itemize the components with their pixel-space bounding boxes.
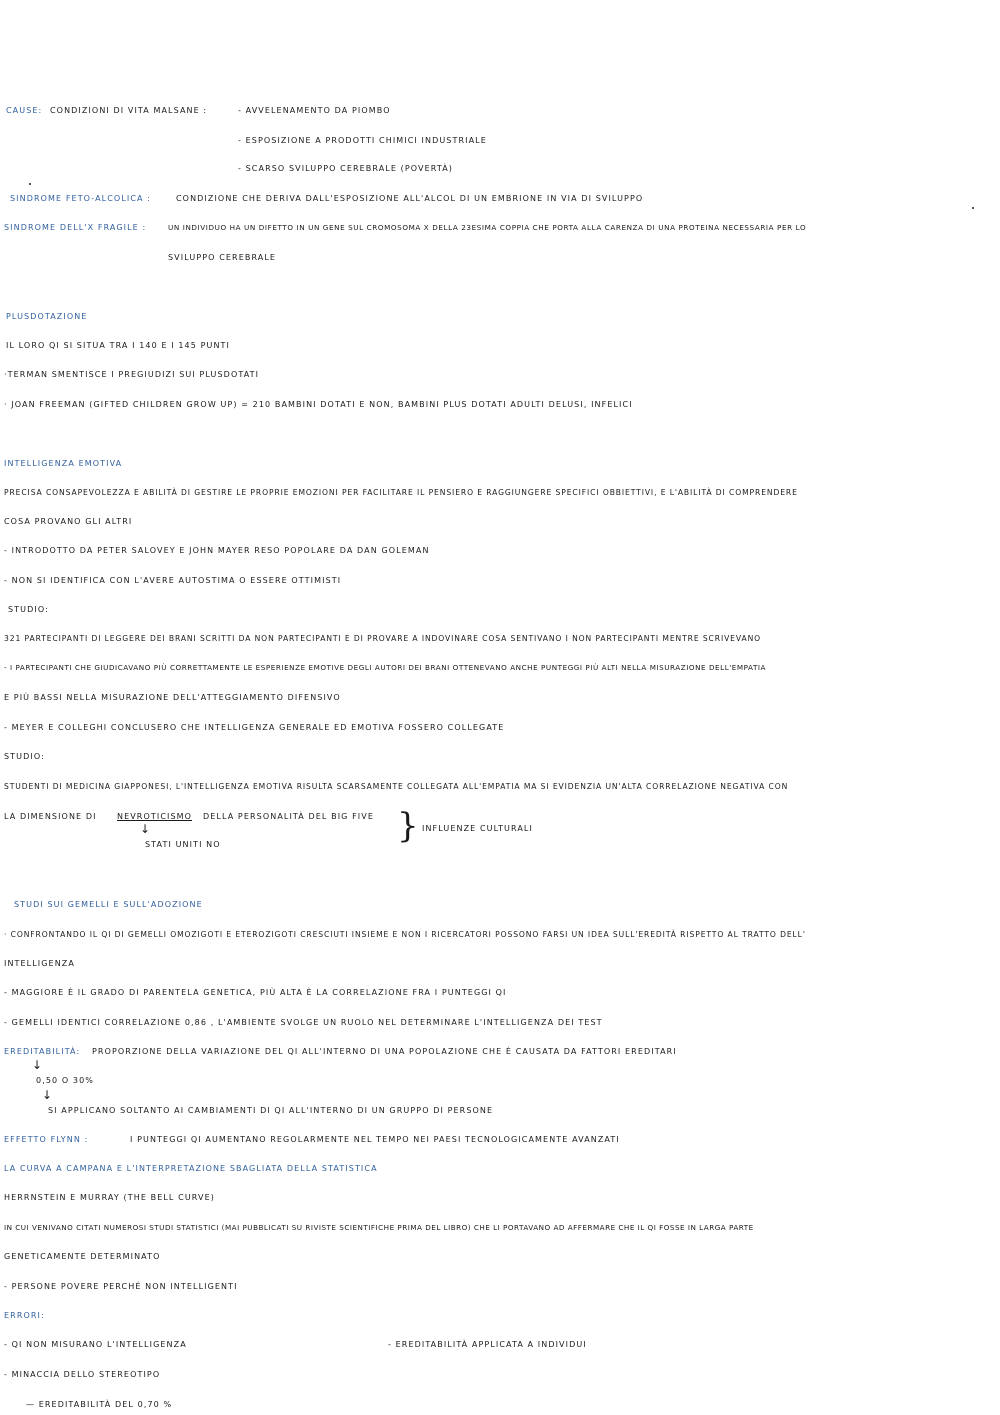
note-line: - MEYER E COLLEGHI CONCLUSERO CHE INTELLIGENZA GENERALE ED EMOTIVA FOSSERO COLLEGATE [4, 723, 505, 732]
note-line: - PERSONE POVERE PERCHÉ NON INTELLIGENTI [4, 1282, 238, 1291]
note-line: - INTRODOTTO DA PETER SALOVEY E JOHN MAYER RESO POPOLARE DA DAN GOLEMAN [4, 546, 430, 555]
note-line: INFLUENZE CULTURALI [422, 824, 533, 833]
section-heading: INTELLIGENZA EMOTIVA [4, 459, 123, 468]
sfa-text: CONDIZIONE CHE DERIVA DALL'ESPOSIZIONE ALL'ALCOL DI UN EMBRIONE IN VIA DI SVILUPPO [176, 194, 644, 203]
cause-item: - SCARSO SVILUPPO CEREBRALE (POVERTÀ) [238, 164, 454, 173]
note-line: - MAGGIORE È IL GRADO DI PARENTELA GENETICA, PIÙ ALTA È LA CORRELAZIONE FRA I PUNTEGGI QI [4, 988, 507, 997]
brace-icon: } [397, 806, 419, 846]
note-line: · CONFRONTANDO IL QI DI GEMELLI OMOZIGOTI E ETEROZIGOTI CRESCIUTI INSIEME E NON I RICERCATORI POSSONO FARSI UN IDEA SULL'EREDITÀ RISPETTO AL TRATTO DELL' [4, 930, 806, 939]
note-line: - NON SI IDENTIFICA CON L'AVERE AUTOSTIMA O ESSERE OTTIMISTI [4, 576, 342, 585]
note-line: LA DIMENSIONE DI [4, 812, 97, 821]
arrow-down-icon: ↓ [140, 822, 151, 836]
note-line: PRECISA CONSAPEVOLEZZA E ABILITÀ DI GESTIRE LE PROPRIE EMOZIONI PER FACILITARE IL PENSIERO E RAGGIUNGERE SPECIFICI OBBIETTIVI, E L'ABILITÀ DI COMPRENDERE [4, 488, 798, 497]
note-line: STUDENTI DI MEDICINA GIAPPONESI, L'INTELLIGENZA EMOTIVA RISULTA SCARSAMENTE COLLEGATA ALL'EMPATIA MA SI EVIDENZIA UN'ALTA CORRELAZIONE NEGATIVA CON [4, 782, 789, 791]
note-line: SI APPLICANO SOLTANTO AI CAMBIAMENTI DI QI ALL'INTERNO DI UN GRUPPO DI PERSONE [48, 1106, 494, 1115]
arrow-down-icon: ↓ [32, 1058, 43, 1072]
section-heading: PLUSDOTAZIONE [6, 312, 88, 321]
note-line: - GEMELLI IDENTICI CORRELAZIONE 0,86 , L'AMBIENTE SVOLGE UN RUOLO NEL DETERMINARE L'INTELLIGENZA DEI TEST [4, 1018, 603, 1027]
note-line: STATI UNITI NO [145, 840, 221, 849]
note-line: 321 PARTECIPANTI DI LEGGERE DEI BRANI SCRITTI DA NON PARTECIPANTI E DI PROVARE A INDOVINARE COSA SENTIVANO I NON PARTECIPANTI MENTRE SCRIVEVANO [4, 634, 762, 643]
note-line: INTELLIGENZA [4, 959, 75, 968]
term-heading: EREDITABILITÀ: [4, 1047, 81, 1056]
sxf-text: UN INDIVIDUO HA UN DIFETTO IN UN GENE SUL CROMOSOMA X DELLA 23ESIMA COPPIA CHE PORTA ALLA CARENZA DI UNA PROTEINA NECESSARIA PER LO [168, 223, 807, 232]
underlined-term: NEVROTICISMO [117, 812, 193, 821]
note-line: PROPORZIONE DELLA VARIAZIONE DEL QI ALL'INTERNO DI UNA POPOLAZIONE CHE È CAUSATA DA FATTORI EREDITARI [92, 1047, 677, 1056]
ink-dot [29, 183, 31, 185]
note-line: - QI NON MISURANO L'INTELLIGENZA [4, 1340, 187, 1349]
study-label: STUDIO: [4, 752, 45, 761]
note-line: 0,50 O 30% [36, 1076, 94, 1085]
note-line: - EREDITABILITÀ APPLICATA A INDIVIDUI [388, 1340, 587, 1349]
note-line: IN CUI VENIVANO CITATI NUMEROSI STUDI STATISTICI (MAI PUBBLICATI SU RIVISTE SCIENTIFICHE PRIMA DEL LIBRO) CHE LI PORTAVANO AD AFFERMARE CHE IL QI FOSSE IN LARGA PARTE [4, 1223, 754, 1232]
ink-dot [972, 207, 974, 209]
note-line: GENETICAMENTE DETERMINATO [4, 1252, 161, 1261]
section-heading: STUDI SUI GEMELLI E SULL'ADOZIONE [14, 900, 203, 909]
note-line: DELLA PERSONALITÀ DEL BIG FIVE [203, 812, 374, 821]
note-line: · JOAN FREEMAN (GIFTED CHILDREN GROW UP) = 210 BAMBINI DOTATI E NON, BAMBINI PLUS DOTATI ADULTI DELUSI, INFELICI [4, 400, 633, 409]
note-line: ·TERMAN SMENTISCE I PREGIUDIZI SUI PLUSDOTATI [4, 370, 260, 379]
sxf-heading: SINDROME DELL'X FRAGILE : [4, 223, 147, 232]
cause-text: CONDIZIONI DI VITA MALSANE : [50, 106, 208, 115]
note-line: — EREDITABILITÀ DEL 0,70 % [26, 1400, 173, 1409]
section-heading: LA CURVA A CAMPANA E L'INTERPRETAZIONE SBAGLIATA DELLA STATISTICA [4, 1164, 378, 1173]
sxf-text: SVILUPPO CEREBRALE [168, 253, 277, 262]
note-line: IL LORO QI SI SITUA TRA I 140 E I 145 PUNTI [6, 341, 230, 350]
term-heading: EFFETTO FLYNN : [4, 1135, 89, 1144]
cause-heading: CAUSE: [6, 106, 43, 115]
arrow-down-icon: ↓ [42, 1088, 53, 1102]
study-label: STUDIO: [8, 605, 49, 614]
section-heading: ERRORI: [4, 1311, 45, 1320]
note-line: E PIÙ BASSI NELLA MISURAZIONE DELL'ATTEGGIAMENTO DIFENSIVO [4, 693, 341, 702]
cause-item: - ESPOSIZIONE A PRODOTTI CHIMICI INDUSTRIALE [238, 136, 487, 145]
note-line: COSA PROVANO GLI ALTRI [4, 517, 133, 526]
sfa-heading: SINDROME FETO-ALCOLICA : [10, 194, 152, 203]
cause-item: - AVVELENAMENTO DA PIOMBO [238, 106, 391, 115]
note-line: HERRNSTEIN E MURRAY (THE BELL CURVE) [4, 1193, 215, 1202]
note-line: - I PARTECIPANTI CHE GIUDICAVANO PIÙ CORRETTAMENTE LE ESPERIENZE EMOTIVE DEGLI AUTORI DEI BRANI OTTENEVANO ANCHE PUNTEGGI PIÙ ALTI NELLA MISURAZIONE DELL'EMPATIA [4, 663, 767, 672]
note-line: I PUNTEGGI QI AUMENTANO REGOLARMENTE NEL TEMPO NEI PAESI TECNOLOGICAMENTE AVANZATI [130, 1135, 620, 1144]
note-line: - MINACCIA DELLO STEREOTIPO [4, 1370, 161, 1379]
